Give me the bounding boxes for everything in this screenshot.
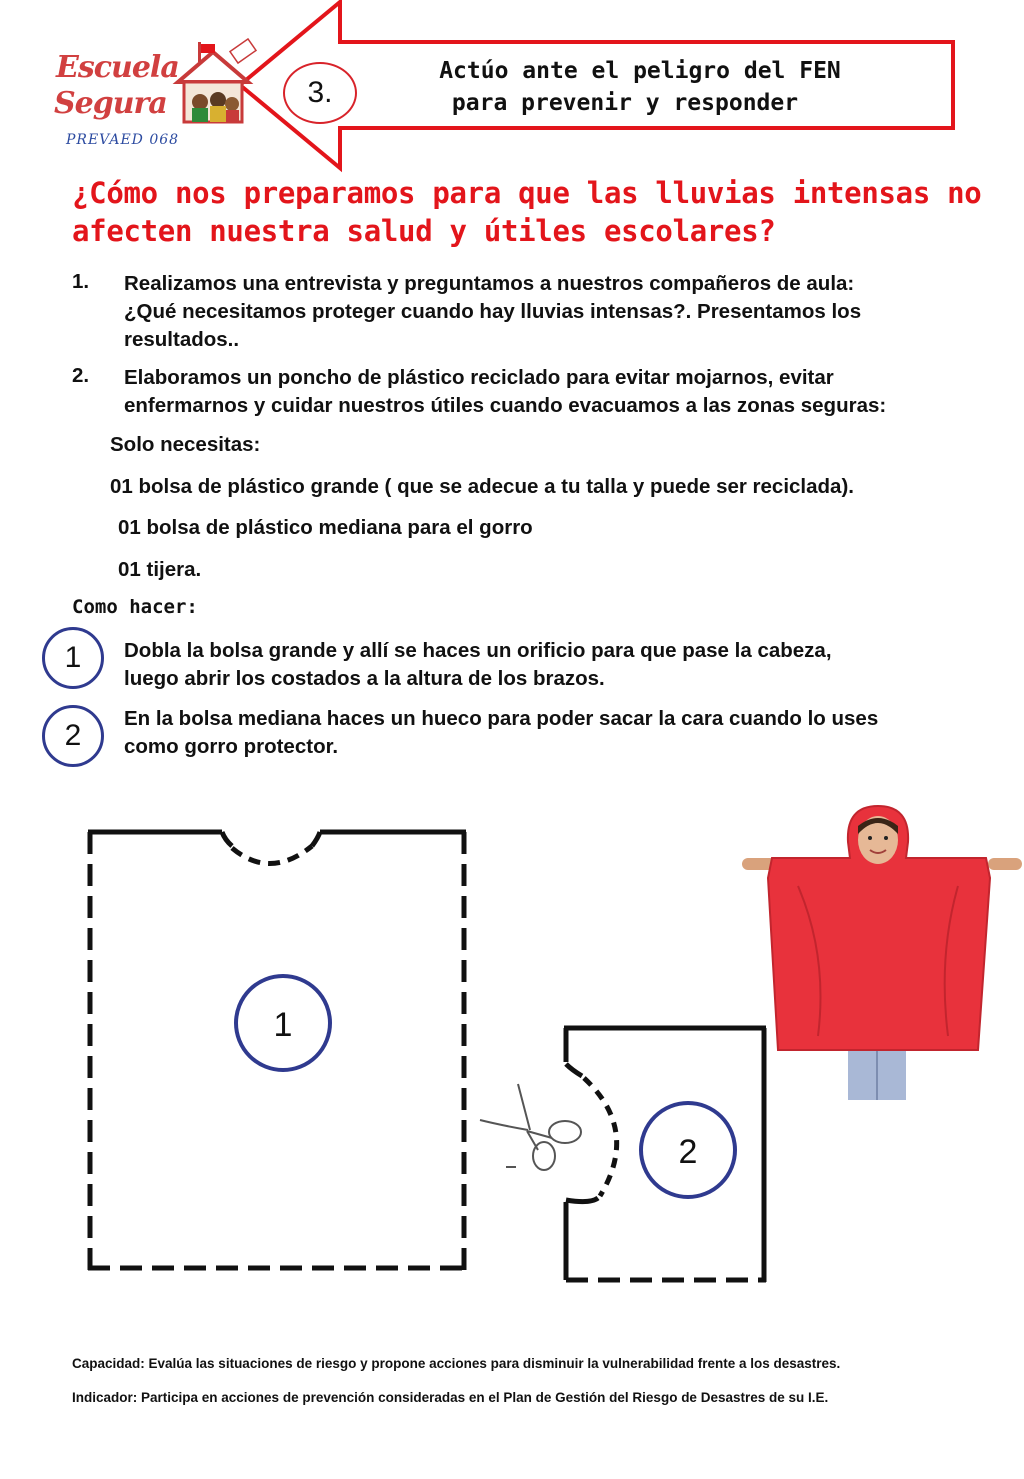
step-2-text [124,705,878,761]
item-1-line-1: Realizamos una entrevista y preguntamos a nuestros compañeros de aula: [124,272,855,295]
header-line-2: para prevenir y responder [451,90,799,116]
section-number: 3. [307,76,333,109]
step-2-badge [42,705,104,767]
step-1-line-1: Dobla la bolsa grande y allí se haces un orificio para que pase la cabeza, [124,639,832,662]
child-poncho-illustration [738,796,1024,1102]
item-1-line-2: ¿Qué necesitamos proteger cuando hay lluvias intensas?. Presentamos los [124,300,862,323]
step-2-number: 2 [64,719,82,752]
step-2-line-1: En la bolsa mediana haces un hueco para poder sacar la cara cuando lo uses [124,707,879,730]
page-title: ¿Cómo nos preparamos para que las lluvias intensas no afecten nuestra salud y útiles escolares? [72,176,982,248]
medium-bag-label: 2 [678,1133,698,1171]
header-line-1: Actúo ante el peligro del FEN [439,58,841,84]
minedu-tag-icon [228,38,258,68]
logo-word-escuela: Escuela [56,50,179,85]
item-2-line-2: enfermarnos y cuidar nuestros útiles cuando evacuamos a las zonas seguras: [124,394,887,417]
item-1-line-3: resultados.. [124,328,240,351]
item-2-text [124,364,886,420]
material-item-3: 01 tijera. [118,558,202,581]
material-item-1: 01 bolsa de plástico grande ( que se adecue a tu talla y puede ser reciclada). [110,475,854,498]
escuela-segura-logo [48,38,258,156]
how-to-heading: Como hacer: [72,596,198,618]
step-1-number: 1 [64,641,82,674]
item-number-1: 1. [72,270,90,293]
poncho-pattern-diagram [0,780,780,1320]
step-1-badge [42,627,104,689]
step-1-line-2: luego abrir los costados a la altura de los brazos. [124,667,605,690]
step-1-text [124,637,832,693]
logo-code: PREVAED 068 [66,132,180,148]
large-bag-label: 1 [273,1006,293,1044]
material-item-2: 01 bolsa de plástico mediana para el gorro [118,516,533,539]
footer-indicador: Indicador: Participa en acciones de prevención consideradas en el Plan de Gestión del Riesgo de Desastres de su I.E. [72,1390,829,1405]
footer-capacidad: Capacidad: Evalúa las situaciones de riesgo y propone acciones para disminuir la vulnerabilidad frente a los desastres. [72,1356,841,1371]
scissors-icon [480,1084,581,1170]
item-2-line-1: Elaboramos un poncho de plástico reciclado para evitar mojarnos, evitar [124,366,834,389]
step-2-line-2: como gorro protector. [124,735,339,758]
materials-heading: Solo necesitas: [110,433,261,456]
item-number-2: 2. [72,364,90,387]
logo-word-segura: Segura [54,86,167,121]
large-bag-outline [88,832,466,1270]
item-1-text [124,270,861,354]
